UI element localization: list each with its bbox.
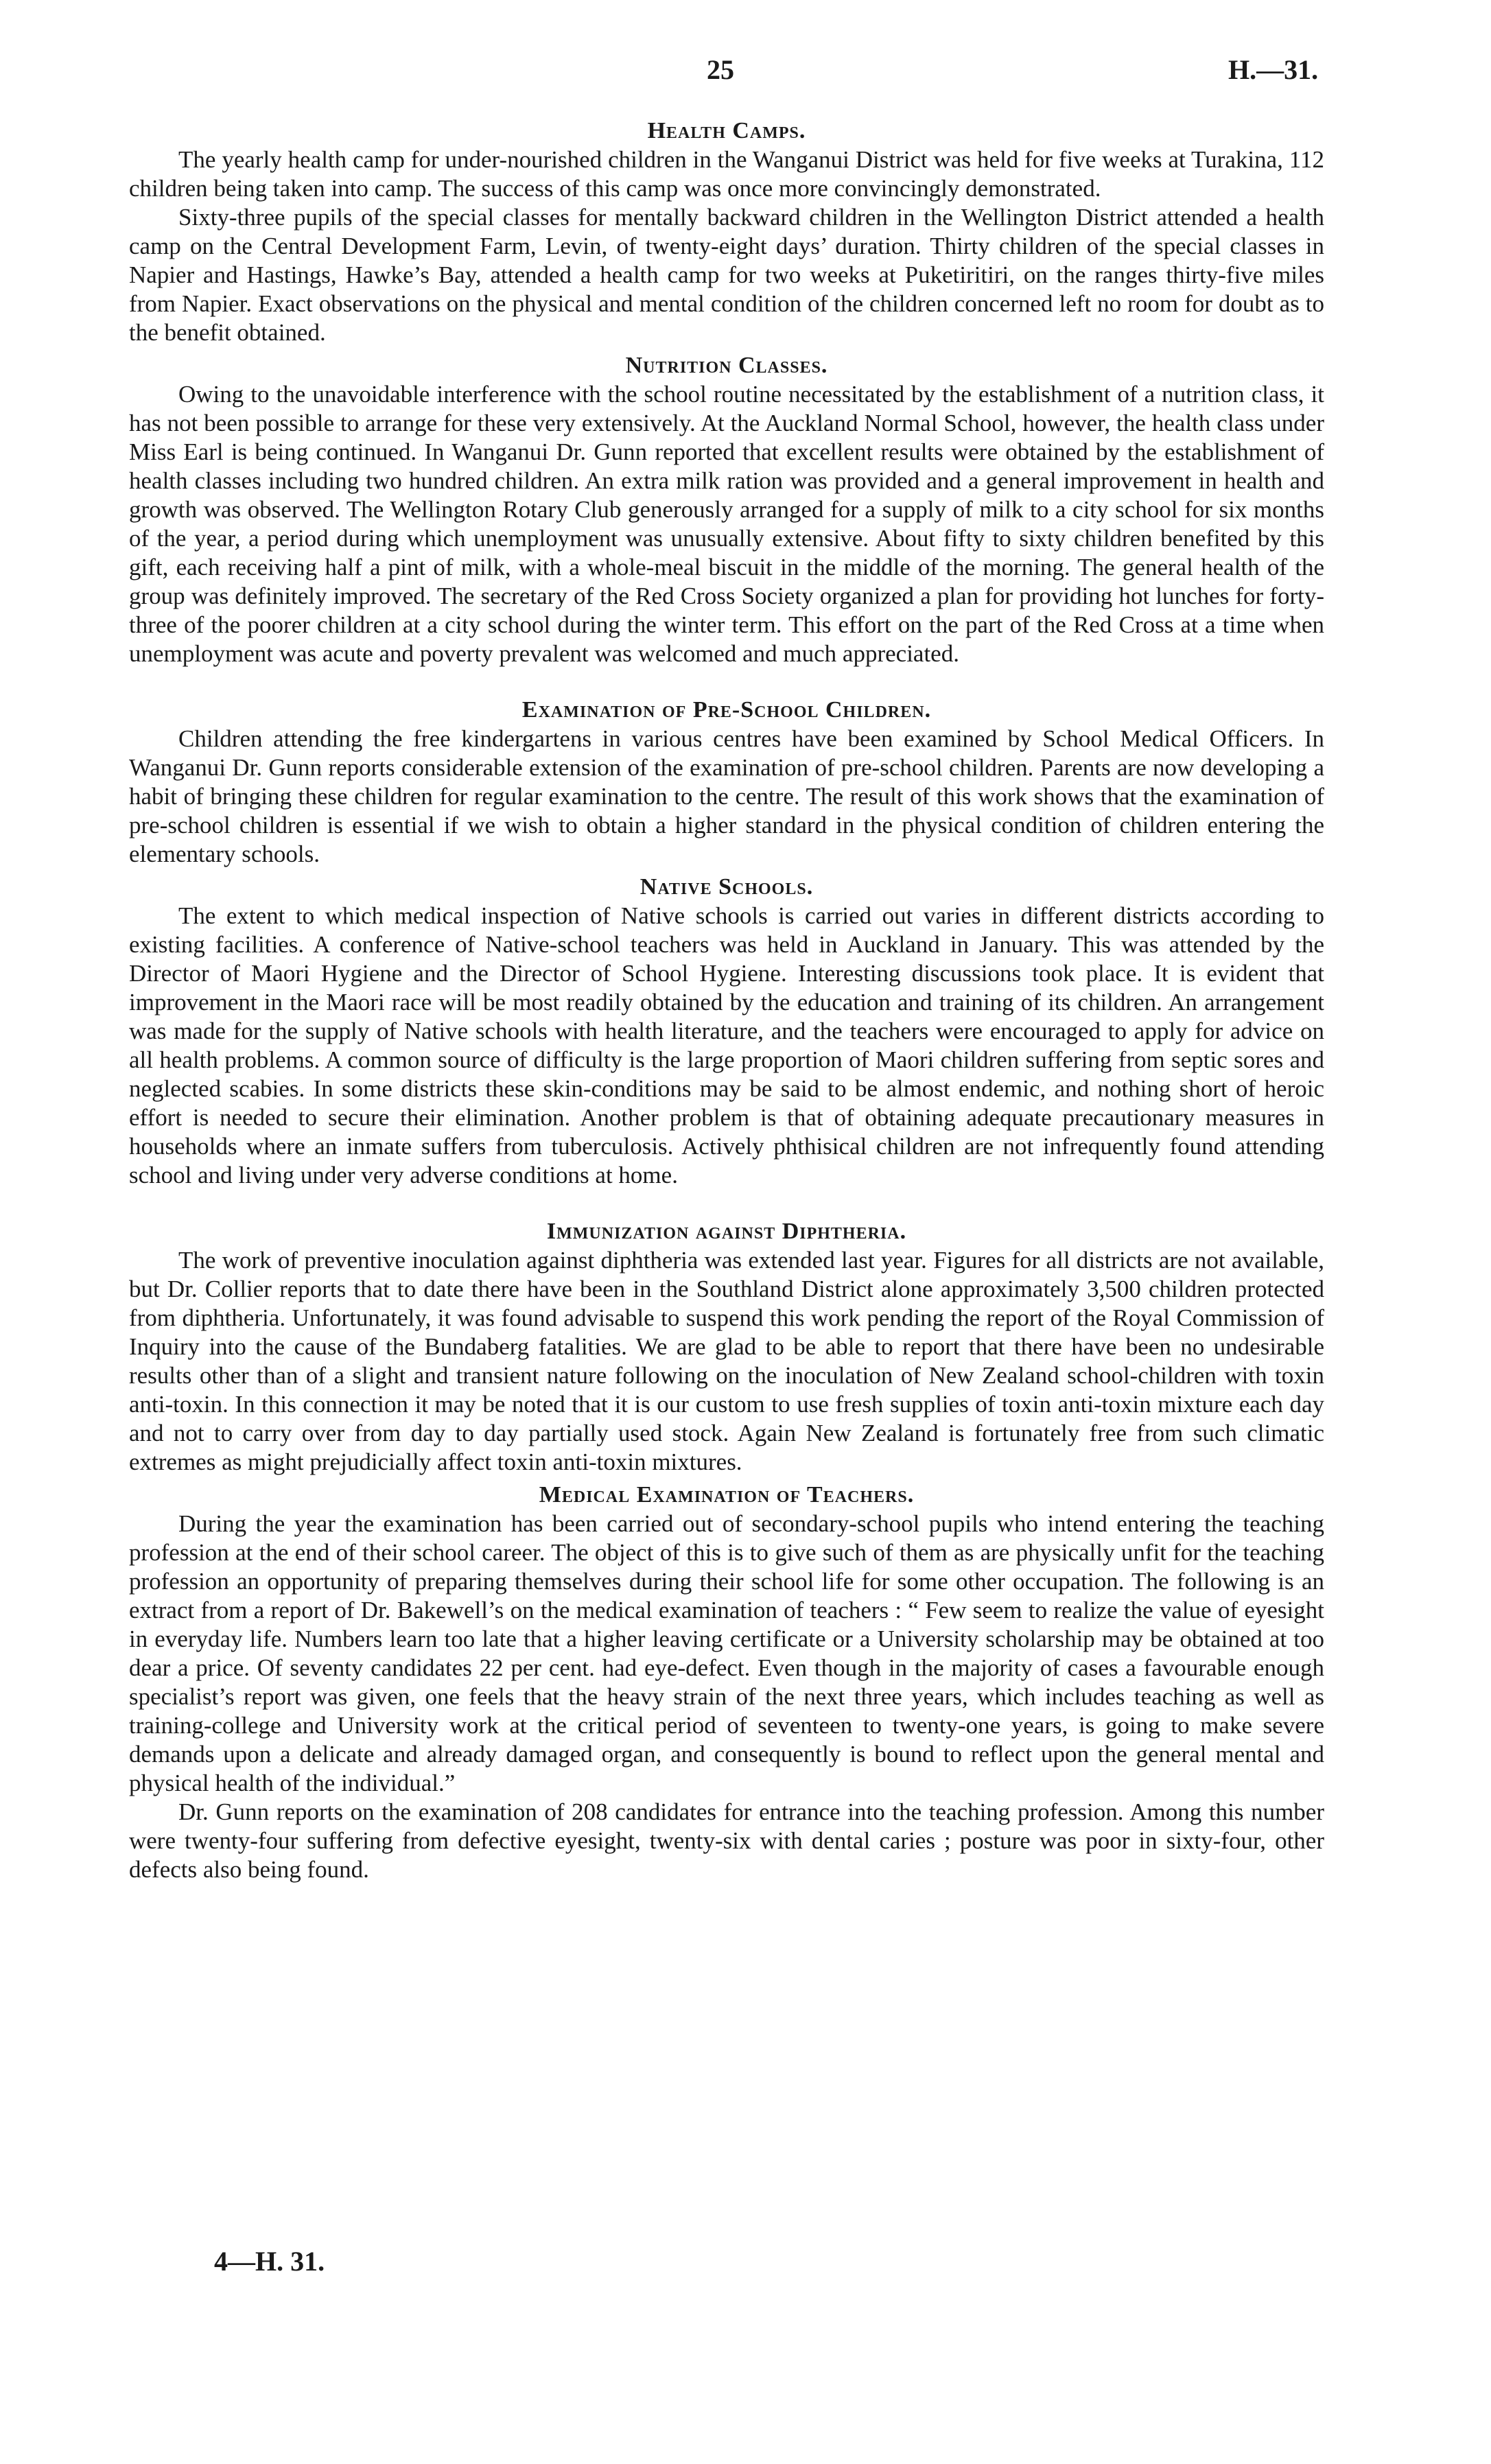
page-number: 25: [707, 54, 734, 85]
section-teacher-examination: [129, 1481, 1324, 1884]
section-heading: Native Schools.: [639, 874, 814, 900]
section-native-schools: [129, 873, 1324, 1190]
document-code: H.—31.: [1228, 54, 1319, 85]
section-health-camps: [129, 117, 1324, 347]
paragraph: During the year the examination has been carried out of secondary-school pupils who intend entering the teaching profession at the end of their school career. The object of this is to give such of them as are physically unfit for the teaching profession an opportunity of preparing themselves during their school life for some other occupation. The following is an extract from a report of Dr. Bakewell’s on the medical examination of teachers : “ Few seem to realize the value of eyesight in everyday life. Numbers learn too late that a higher leaving certificate or a University scholarship may be obtained at too dear a price. Of seventy candidates 22 per cent. had eye-defect. Even though in the majority of cases a favourable enough specialist’s report was given, one feels that the heavy strain of the next three years, which includes teaching as well as training-college and University work at the critical period of seventeen to twenty-one years, is going to make severe demands upon a delicate and already damaged organ, and consequently is bound to reflect upon the general mental and physical health of the individual.”: [129, 1510, 1324, 1796]
paragraph: Children attending the free kindergartens in various centres have been examined by School Medical Officers. In Wanganui Dr. Gunn reports considerable extension of the examination of pre-school children. Parents are now developing a habit of bringing these children for regular examination to the centre. The result of this work shows that the examination of pre-school children is essential if we wish to obtain a higher standard in the physical condition of children entering the elementary schools.: [129, 725, 1324, 867]
section-pre-school-examination: [129, 696, 1324, 869]
section-heading: Examination of Pre-School Children.: [521, 697, 932, 723]
document-body: [129, 117, 1324, 1884]
section-heading: Medical Examination of Teachers.: [539, 1482, 915, 1507]
section-nutrition-classes: [129, 351, 1324, 668]
paragraph: Owing to the unavoidable interference with the school routine necessitated by the establishment of a nutrition class, it has not been possible to arrange for these very extensively. At the Auckland Normal School, however, the health class under Miss Earl is being continued. In Wanganui Dr. Gunn reported that excellent results were obtained by the establishment of health classes including two hundred children. An extra milk ration was provided and a general improvement in health and growth was observed. The Wellington Rotary Club generously arranged for a supply of milk to a city school for six months of the year, a period during which unemployment was unusually extensive. About fifty to sixty children benefited by this gift, each receiving half a pint of milk, with a whole-meal biscuit in the middle of the morning. The general health of the group was definitely improved. The secretary of the Red Cross Society organized a plan for providing hot lunches for forty-three of the poorer children at a city school during the winter term. This effort on the part of the Red Cross at a time when unemployment was acute and poverty prevalent was welcomed and much appreciated.: [129, 381, 1324, 667]
paragraph: The extent to which medical inspection of Native schools is carried out varies in different districts according to existing facilities. A conference of Native-school teachers was held in Auckland in January. This was attended by the Director of Maori Hygiene and the Director of School Hygiene. Interesting discussions took place. It is evident that improvement in the Maori race will be most readily obtained by the education and training of its children. An arrangement was made for the supply of Native schools with health literature, and the teachers were encouraged to apply for advice on all health problems. A common source of difficulty is the large proportion of Maori children suffering from septic sores and neglected scabies. In some districts these skin-conditions may be said to be almost endemic, and nothing short of heroic effort is needed to secure their elimination. Another problem is that of obtaining adequate precautionary measures in households where an inmate suffers from tuberculosis. Actively phthisical children are not infrequently found attending school and living under very adverse conditions at home.: [129, 902, 1324, 1188]
paragraph: Sixty-three pupils of the special classes for mentally backward children in the Wellington District attended a health camp on the Central Development Farm, Levin, of twenty-eight days’ duration. Thirty children of the special classes in Napier and Hastings, Hawke’s Bay, attended a health camp for two weeks at Puketiritiri, on the ranges thirty-five miles from Napier. Exact observations on the physical and mental condition of the children concerned left no room for doubt as to the benefit obtained.: [129, 204, 1324, 346]
section-heading: Immunization against Diphtheria.: [546, 1219, 907, 1244]
paragraph: Dr. Gunn reports on the examination of 208 candidates for entrance into the teaching profession. Among this number were twenty-four suffering from defective eyesight, twenty-six with dental caries ; posture was poor in sixty-four, other defects also being found.: [129, 1798, 1324, 1883]
section-diphtheria-immunization: [129, 1217, 1324, 1477]
paragraph: The work of preventive inoculation against diphtheria was extended last year. Figures for all districts are not available, but Dr. Collier reports that to date there have been in the Southland District alone approximately 3,500 children protected from diphtheria. Unfortunately, it was found advisable to suspend this work pending the report of the Royal Commission of Inquiry into the cause of the Bundaberg fatalities. We are glad to be able to report that there have been no undesirable results other than of a slight and transient nature following on the inoculation of New Zealand school-children with toxin anti-toxin. In this connection it may be noted that it is our custom to use fresh supplies of toxin anti-toxin mixture each day and not to carry over from day to day partially used stock. Again New Zealand is fortunately free from such climatic extremes as might prejudicially affect toxin anti-toxin mixtures.: [129, 1247, 1324, 1475]
section-heading: Health Camps.: [647, 118, 806, 143]
signature-code: 4—H. 31.: [214, 2246, 325, 2277]
paragraph: The yearly health camp for under-nourished children in the Wanganui District was held for five weeks at Turakina, 112 children being taken into camp. The success of this camp was once more convincingly demonstrated.: [129, 146, 1324, 202]
section-heading: Nutrition Classes.: [625, 353, 828, 378]
